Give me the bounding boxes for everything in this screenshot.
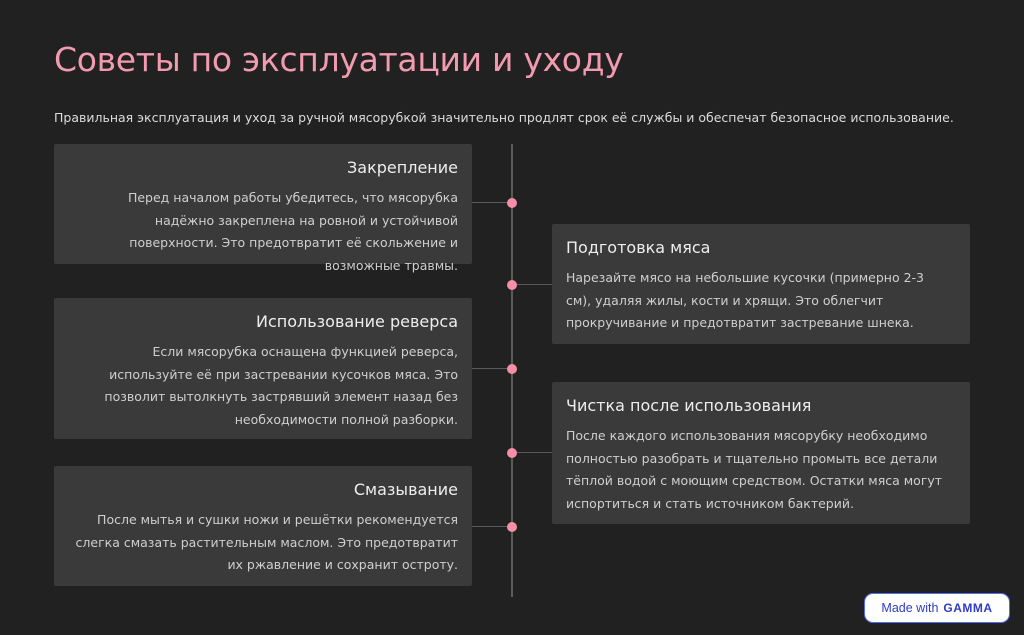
page-intro: Правильная эксплуатация и уход за ручной мясорубкой значительно продлят срок её службы и обеспечат безопасное использование. bbox=[54, 110, 954, 125]
made-with-gamma-badge[interactable] bbox=[864, 593, 1010, 623]
timeline-dot bbox=[507, 364, 517, 374]
timeline-dot bbox=[507, 522, 517, 532]
card-text: Перед началом работы убедитесь, что мясорубка надёжно закреплена на ровной и устойчивой поверхности. Это предотвратит её скольжение и возможные травмы. bbox=[127, 190, 458, 273]
card-text: Нарезайте мясо на небольшие кусочки (примерно 2-3 см), удаляя жилы, кости и хрящи. Это облегчит прокручивание и предотвратит застревание шнека. bbox=[566, 270, 924, 330]
card-meat-preparation bbox=[552, 224, 970, 344]
timeline-dot bbox=[507, 198, 517, 208]
timeline-dot bbox=[507, 448, 517, 458]
timeline-connector bbox=[512, 452, 552, 453]
gamma-logo: GAMMA bbox=[943, 601, 993, 615]
card-title: Подготовка мяса bbox=[566, 238, 711, 257]
card-mounting bbox=[54, 144, 472, 273]
timeline-dot bbox=[507, 280, 517, 290]
page-title: Советы по эксплуатации и уходу bbox=[54, 40, 624, 79]
card-title: Чистка после использования bbox=[566, 396, 812, 415]
card-text: Если мясорубка оснащена функцией реверса, используйте её при застревании кусочков мяса. Это позволит вытолкнуть застрявший элемент назад без необходимости полной разборки. bbox=[104, 344, 458, 427]
card-cleaning bbox=[552, 382, 970, 524]
badge-made-with-label: Made with bbox=[881, 601, 939, 615]
card-title: Использование реверса bbox=[255, 312, 458, 331]
timeline-connector bbox=[472, 202, 512, 203]
timeline-connector bbox=[472, 368, 512, 369]
timeline-connector bbox=[512, 284, 552, 285]
card-lubrication bbox=[54, 466, 472, 586]
card-text: После мытья и сушки ножи и решётки рекомендуется слегка смазать растительным маслом. Это предотвратит их ржавление и сохранит остроту. bbox=[75, 512, 458, 572]
timeline-connector bbox=[472, 526, 512, 527]
card-title: Закрепление bbox=[347, 158, 458, 177]
card-reverse-usage bbox=[54, 298, 472, 439]
card-text: После каждого использования мясорубку необходимо полностью разобрать и тщательно промыть все детали тёплой водой с моющим средством. Остатки мяса могут испортиться и стать источником бактерий. bbox=[566, 428, 943, 511]
card-title: Смазывание bbox=[353, 480, 458, 499]
